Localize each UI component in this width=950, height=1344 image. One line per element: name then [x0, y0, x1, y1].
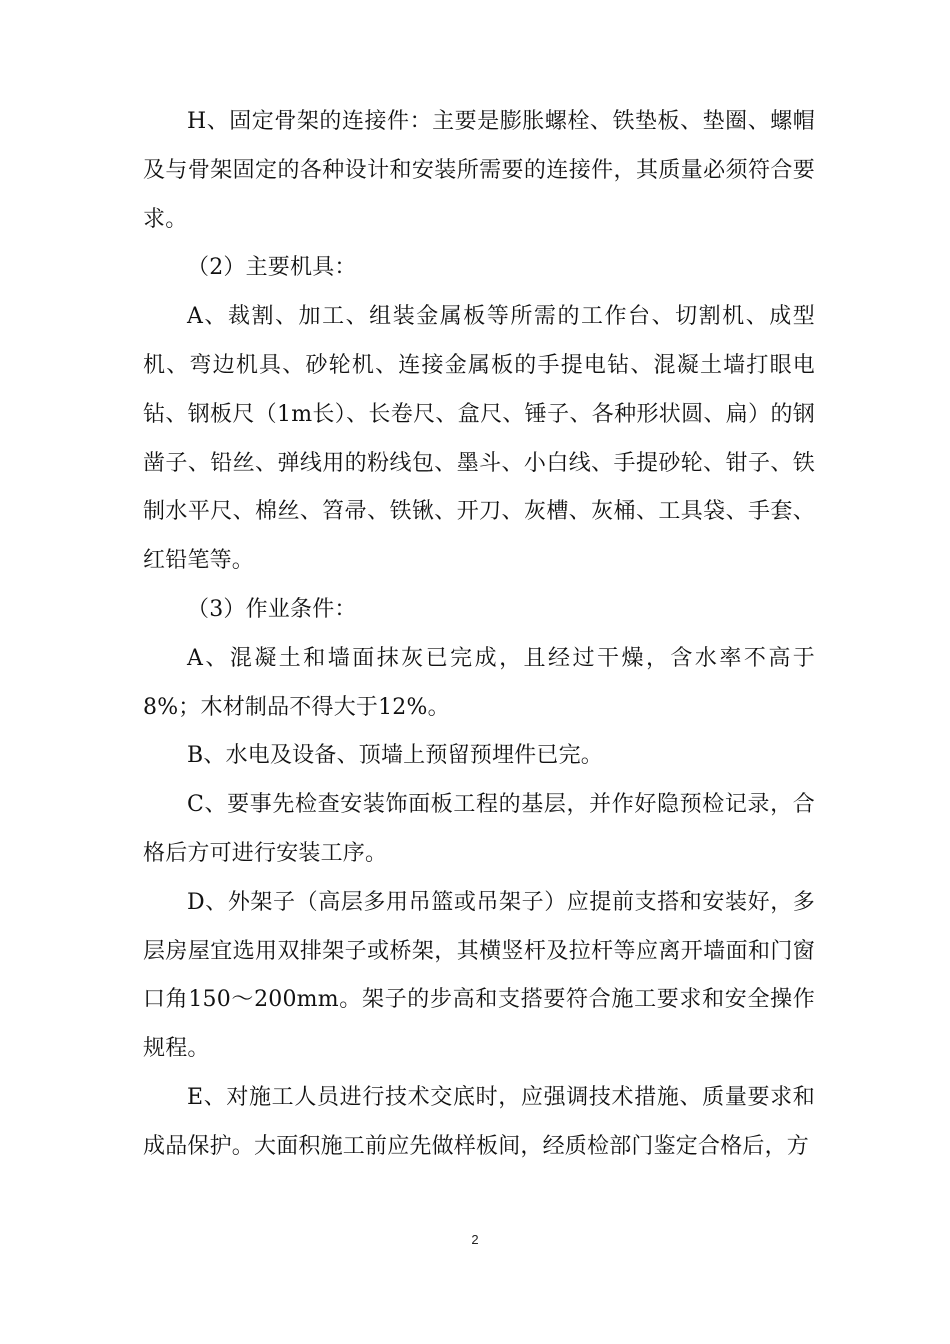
heading-work-conditions: （3）作业条件：	[187, 596, 357, 622]
paragraph-fastener-parts: H、固定骨架的连接件：主要是膨胀螺栓、铁垫板、垫圈、螺帽及与骨架固定的各种设计和安装所需要的连接件，其质量必须符合要求。	[143, 109, 815, 232]
paragraph-condition-a: A、混凝土和墙面抹灰已完成，且经过干燥，含水率不高于8%；木材制品不得大于12%。	[143, 645, 815, 720]
page-number: 2	[471, 1232, 479, 1247]
paragraph-condition-e: E、对施工人员进行技术交底时，应强调技术措施、质量要求和成品保护。大面积施工前应先做样板间，经质检部门鉴定合格后，方	[143, 1084, 815, 1159]
paragraph-condition-d: D、外架子（高层多用吊篮或吊架子）应提前支搭和安装好，多层房屋宜选用双排架子或桥架，其横竖杆及拉杆等应离开墙面和门窗口角150～200mm。架子的步高和支搭要符合施工要求和安全操作规程。	[143, 889, 815, 1062]
paragraph-condition-b: B、水电及设备、顶墙上预留预埋件已完。	[187, 743, 603, 769]
body-text	[143, 98, 815, 1172]
heading-main-tools: （2）主要机具：	[187, 255, 357, 281]
paragraph-condition-c: C、要事先检查安装饰面板工程的基层，并作好隐预检记录，合格后方可进行安装工序。	[143, 792, 815, 866]
paragraph-tool-list: A、裁割、加工、组装金属板等所需的工作台、切割机、成型机、弯边机具、砂轮机、连接金属板的手提电钻、混凝土墙打眼电钻、钢板尺（1m长）、长卷尺、盒尺、锤子、各种形状圆、扁）的钢凿子、铅丝、弹线用的粉线包、墨斗、小白线、手提砂轮、钳子、铁制水平尺、棉丝、笤帚、铁锹、开刀、灰槽、灰桶、工具袋、手套、红铅笔等。	[143, 304, 815, 574]
